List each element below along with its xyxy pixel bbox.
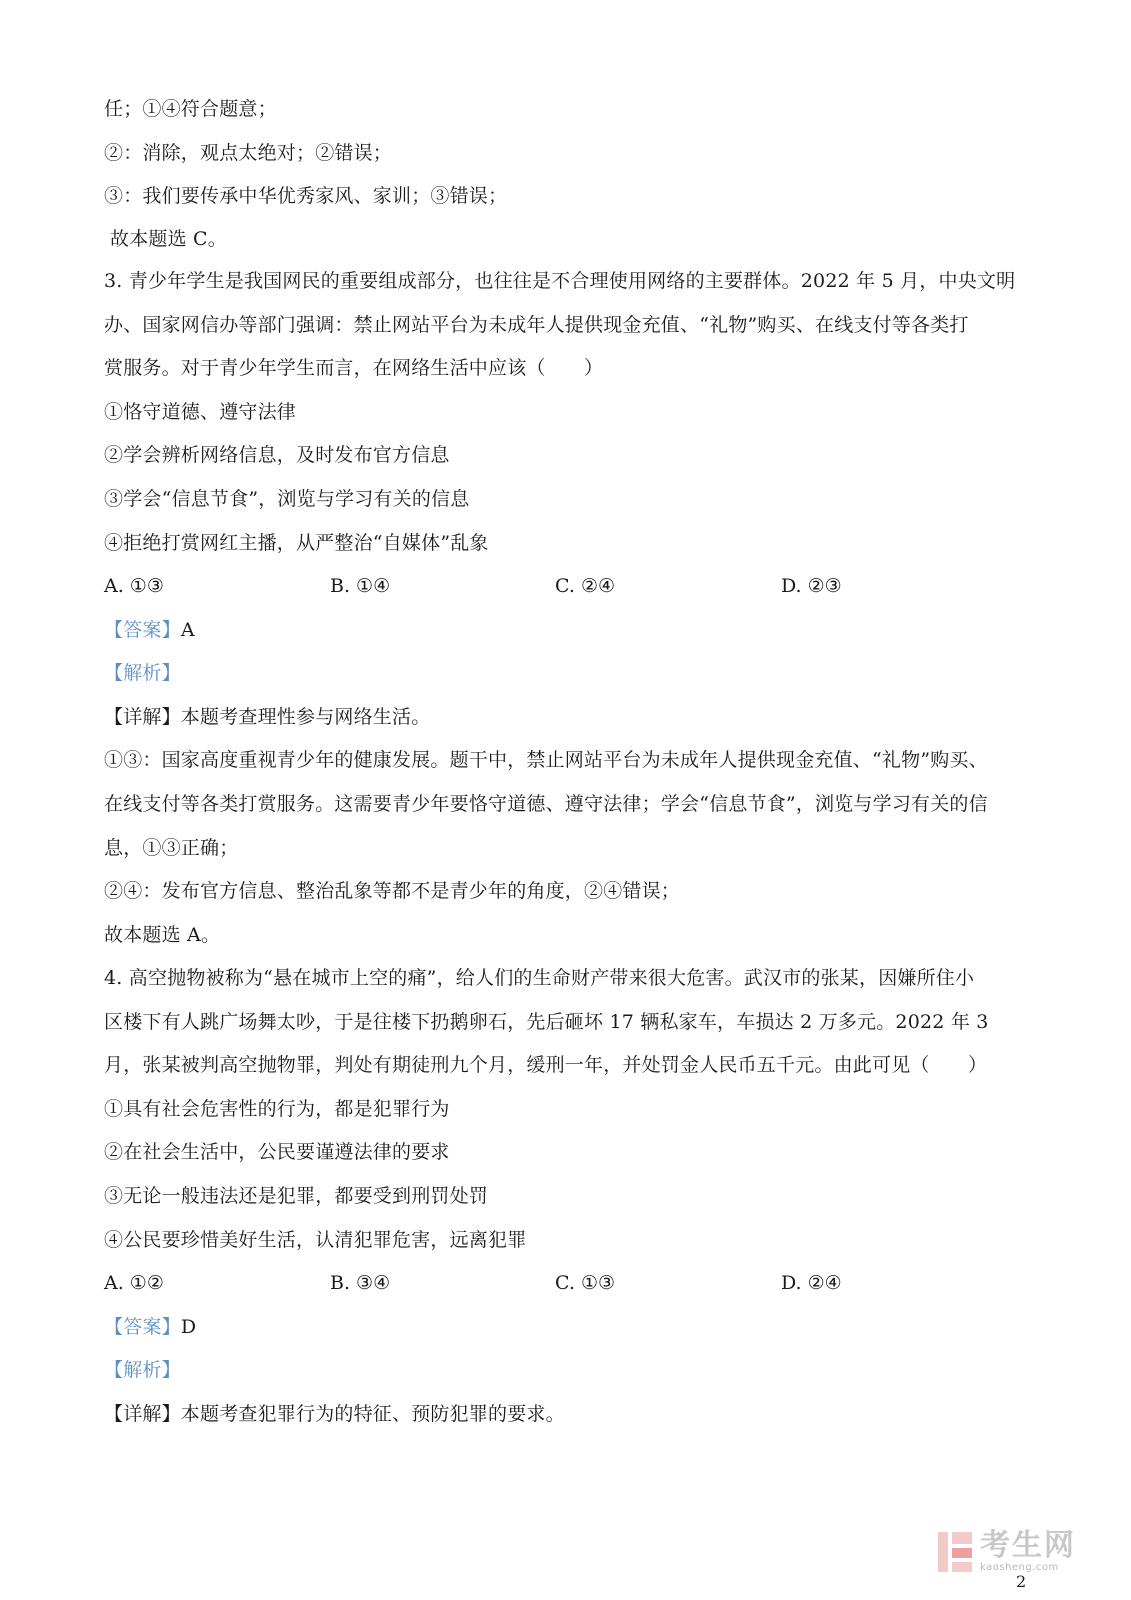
question-4-option-b: B. ③④	[330, 1272, 391, 1294]
question-3-stem: 办、国家网信办等部门强调：禁止网站平台为未成年人提供现金充值、“礼物”购买、在线支付等各类打	[104, 314, 969, 336]
question-3-answer	[104, 617, 1034, 643]
question-3-statement: ③学会“信息节食”，浏览与学习有关的信息	[104, 488, 470, 510]
question-4-statement: ③无论一般违法还是犯罪，都要受到刑罚处罚	[104, 1185, 489, 1207]
answer-tag: 【答案】	[104, 619, 181, 641]
question-3-detail: ②④：发布官方信息、整治乱象等都不是青少年的角度，②④错误；	[104, 880, 681, 902]
question-3-option-a: A. ①③	[104, 575, 164, 597]
watermark-name: 考生网	[980, 1528, 1076, 1563]
logo-icon	[938, 1532, 972, 1572]
question-3-stem: 3. 青少年学生是我国网民的重要组成部分，也往往是不合理使用网络的主要群体。2022 年 5 月，中央文明	[104, 270, 1016, 292]
watermark-url: kaosheng.com	[980, 1562, 1059, 1573]
question-3-detail: 【详解】本题考查理性参与网络生活。	[104, 706, 431, 728]
question-3-option-c: C. ②④	[555, 575, 616, 597]
text-line: ②：消除，观点太绝对；②错误；	[104, 142, 393, 164]
answer-tag: 【答案】	[104, 1316, 181, 1338]
question-4-option-d: D. ②④	[781, 1272, 842, 1294]
question-4-stem: 月，张某被判高空抛物罪，判处有期徒刑九个月，缓刑一年，并处罚金人民币五千元。由此可见（ ）	[104, 1054, 988, 1076]
text-line: 故本题选 C。	[110, 228, 227, 250]
question-3-stem: 赏服务。对于青少年学生而言，在网络生活中应该（ ）	[104, 357, 604, 379]
page-number: 2	[1016, 1572, 1027, 1591]
question-3-analysis-heading	[104, 660, 1034, 686]
question-3-detail: 在线支付等各类打赏服务。这需要青少年要恪守道德、遵守法律；学会“信息节食”，浏览与学习有关的信	[104, 793, 988, 815]
question-4-option-c: C. ①③	[555, 1272, 616, 1294]
question-4-stem: 区楼下有人跳广场舞太吵，于是往楼下扔鹅卵石，先后砸坏 17 辆私家车，车损达 2 万多元。2022 年 3	[104, 1011, 989, 1033]
question-3-detail: ①③：国家高度重视青少年的健康发展。题干中，禁止网站平台为未成年人提供现金充值、“礼物”购买、	[104, 749, 988, 771]
question-3-statement: ①恪守道德、遵守法律	[104, 401, 297, 423]
analysis-tag: 【解析】	[104, 662, 181, 684]
question-3-statement: ④拒绝打赏网红主播，从严整治“自媒体”乱象	[104, 532, 489, 554]
text-line: 任；①④符合题意；	[104, 98, 277, 120]
question-4-option-a: A. ①②	[104, 1272, 164, 1294]
question-4-answer	[104, 1314, 1034, 1340]
question-4-statement: ②在社会生活中，公民要谨遵法律的要求	[104, 1141, 450, 1163]
question-4-statement: ④公民要珍惜美好生活，认清犯罪危害，远离犯罪	[104, 1229, 527, 1251]
question-3-detail: 息，①③正确；	[104, 837, 239, 859]
text-line: ③：我们要传承中华优秀家风、家训；③错误；	[104, 185, 508, 207]
analysis-tag: 【解析】	[104, 1359, 181, 1381]
answer-value: D	[180, 1316, 197, 1338]
watermark-logo	[938, 1528, 1118, 1576]
question-4-detail: 【详解】本题考查犯罪行为的特征、预防犯罪的要求。	[104, 1403, 565, 1425]
question-3-detail: 故本题选 A。	[104, 924, 221, 946]
question-3-statement: ②学会辨析网络信息，及时发布官方信息	[104, 444, 450, 466]
question-3-option-d: D. ②③	[781, 575, 842, 597]
question-4-statement: ①具有社会危害性的行为，都是犯罪行为	[104, 1098, 450, 1120]
answer-value: A	[180, 619, 195, 641]
question-4-stem: 4. 高空抛物被称为“悬在城市上空的痛”，给人们的生命财产带来很大危害。武汉市的张某，因嫌所住小	[104, 967, 975, 989]
question-3-option-b: B. ①④	[330, 575, 391, 597]
question-4-analysis-heading	[104, 1357, 1034, 1383]
